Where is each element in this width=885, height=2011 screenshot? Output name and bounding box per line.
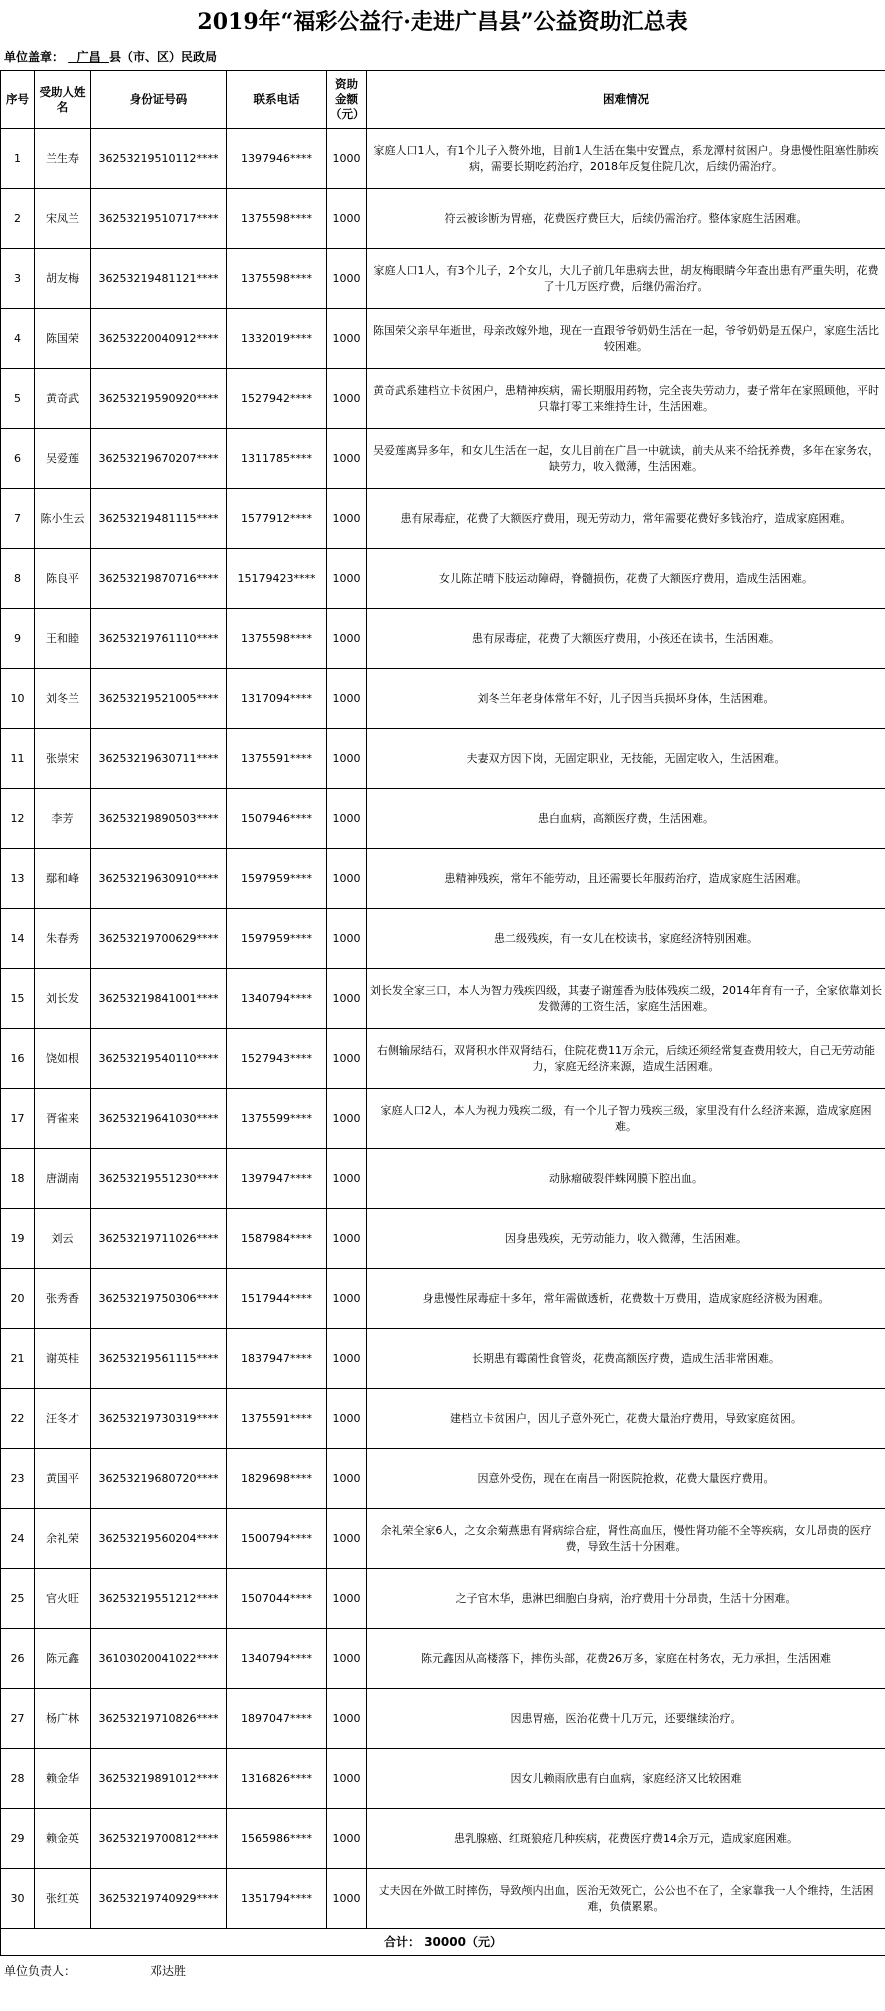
cell-phone: 1332019**** <box>227 309 327 369</box>
cell-amount: 1000 <box>327 1749 367 1809</box>
table-row <box>1 429 885 489</box>
cell-name: 兰生寿 <box>35 129 91 189</box>
cell-amount: 1000 <box>327 1689 367 1749</box>
cell-reason: 余礼荣全家6人，之女余菊燕患有肾病综合症，肾性高血压，慢性肾功能不全等疾病，女儿昂贵的医疗费，导致生活十分困难。 <box>367 1509 885 1569</box>
table-row <box>1 369 885 429</box>
table-row <box>1 549 885 609</box>
cell-id: 36253219891012**** <box>91 1749 227 1809</box>
cell-name: 余礼荣 <box>35 1509 91 1569</box>
cell-seq: 28 <box>1 1749 35 1809</box>
cell-name: 张崇宋 <box>35 729 91 789</box>
table-row <box>1 249 885 309</box>
cell-reason: 右侧输尿结石，双肾积水伴双肾结石，住院花费11万余元，后续还须经常复查费用较大，自己无劳动能力，家庭无经济来源，造成生活困难。 <box>367 1029 885 1089</box>
cell-reason: 因患胃癌，医治花费十几万元，还要继续治疗。 <box>367 1689 885 1749</box>
cell-reason: 夫妻双方因下岗，无固定职业，无技能，无固定收入，生活困难。 <box>367 729 885 789</box>
table-row <box>1 1809 885 1869</box>
cell-amount: 1000 <box>327 249 367 309</box>
cell-reason: 长期患有霉菌性食管炎，花费高额医疗费，造成生活非常困难。 <box>367 1329 885 1389</box>
cell-phone: 1316826**** <box>227 1749 327 1809</box>
cell-amount: 1000 <box>327 1869 367 1929</box>
cell-name: 黄奇武 <box>35 369 91 429</box>
cell-name: 官火旺 <box>35 1569 91 1629</box>
cell-phone: 1317094**** <box>227 669 327 729</box>
table-row <box>1 1269 885 1329</box>
table-row <box>1 1029 885 1089</box>
cell-id: 36253219560204**** <box>91 1509 227 1569</box>
cell-reason: 丈夫因在外做工时摔伤，导致颅内出血，医治无效死亡，公公也不在了，全家靠我一人个维持，生活困难，负债累累。 <box>367 1869 885 1929</box>
cell-reason: 因身患残疾，无劳动能力，收入微薄，生活困难。 <box>367 1209 885 1269</box>
cell-amount: 1000 <box>327 849 367 909</box>
cell-reason: 家庭人口1人，有1个儿子入赘外地，目前1人生活在集中安置点，系龙潭村贫困户。身患慢性阻塞性肺疾病，需要长期吃药治疗，2018年反复住院几次，后续仍需治疗。 <box>367 129 885 189</box>
table-row <box>1 789 885 849</box>
table-row <box>1 909 885 969</box>
cell-name: 陈元鑫 <box>35 1629 91 1689</box>
cell-id: 36253219841001**** <box>91 969 227 1029</box>
cell-phone: 1577912**** <box>227 489 327 549</box>
unit-suffix: 县（市、区）民政局 <box>108 50 217 64</box>
cell-seq: 13 <box>1 849 35 909</box>
cell-id: 36253220040912**** <box>91 309 227 369</box>
aid-summary-table <box>0 70 885 1956</box>
cell-name: 杨广林 <box>35 1689 91 1749</box>
cell-id: 36253219680720**** <box>91 1449 227 1509</box>
cell-amount: 1000 <box>327 1329 367 1389</box>
cell-name: 鄢和峰 <box>35 849 91 909</box>
cell-reason: 家庭人口1人，有3个儿子，2个女儿，大儿子前几年患病去世，胡友梅眼睛今年查出患有严重失明，花费了十几万医疗费，后继仍需治疗。 <box>367 249 885 309</box>
cell-id: 36253219561115**** <box>91 1329 227 1389</box>
cell-phone: 1375599**** <box>227 1089 327 1149</box>
table-row <box>1 1509 885 1569</box>
cell-amount: 1000 <box>327 1029 367 1089</box>
page-title: 2019年“福彩公益行·走进广昌县”公益资助汇总表 <box>197 9 688 35</box>
cell-id: 36253219551230**** <box>91 1149 227 1209</box>
cell-id: 36253219740929**** <box>91 1869 227 1929</box>
cell-amount: 1000 <box>327 129 367 189</box>
cell-reason: 因女儿赖雨欣患有白血病，家庭经济又比较困难 <box>367 1749 885 1809</box>
cell-amount: 1000 <box>327 429 367 489</box>
unit-county: 广昌 <box>76 50 101 64</box>
cell-reason: 患精神残疾，常年不能劳动，且还需要长年服药治疗，造成家庭生活困难。 <box>367 849 885 909</box>
cell-reason: 建档立卡贫困户，因儿子意外死亡，花费大量治疗费用，导致家庭贫困。 <box>367 1389 885 1449</box>
cell-seq: 20 <box>1 1269 35 1329</box>
cell-id: 36253219590920**** <box>91 369 227 429</box>
cell-seq: 22 <box>1 1389 35 1449</box>
cell-id: 36253219630711**** <box>91 729 227 789</box>
cell-seq: 12 <box>1 789 35 849</box>
table-row <box>1 969 885 1029</box>
table-row <box>1 1389 885 1449</box>
cell-seq: 26 <box>1 1629 35 1689</box>
cell-seq: 19 <box>1 1209 35 1269</box>
total-row <box>1 1929 885 1956</box>
cell-phone: 1897047**** <box>227 1689 327 1749</box>
cell-id: 36253219870716**** <box>91 549 227 609</box>
cell-phone: 1527942**** <box>227 369 327 429</box>
cell-phone: 1375598**** <box>227 189 327 249</box>
cell-name: 谢英桂 <box>35 1329 91 1389</box>
cell-phone: 1375598**** <box>227 249 327 309</box>
table-row <box>1 1329 885 1389</box>
cell-name: 胥雀来 <box>35 1089 91 1149</box>
cell-name: 李芳 <box>35 789 91 849</box>
cell-phone: 1375591**** <box>227 1389 327 1449</box>
cell-phone: 15179423**** <box>227 549 327 609</box>
cell-seq: 10 <box>1 669 35 729</box>
cell-reason: 刘冬兰年老身体常年不好，儿子因当兵损坏身体，生活困难。 <box>367 669 885 729</box>
cell-seq: 7 <box>1 489 35 549</box>
table-row <box>1 309 885 369</box>
cell-phone: 1507044**** <box>227 1569 327 1629</box>
cell-name: 赖金华 <box>35 1749 91 1809</box>
cell-id: 36253219481115**** <box>91 489 227 549</box>
cell-id: 36253219890503**** <box>91 789 227 849</box>
cell-amount: 1000 <box>327 729 367 789</box>
cell-id: 36253219510717**** <box>91 189 227 249</box>
cell-phone: 1375591**** <box>227 729 327 789</box>
cell-reason: 家庭人口2人，本人为视力残疾二级，有一个儿子智力残疾三级，家里没有什么经济来源，造成家庭困难。 <box>367 1089 885 1149</box>
table-row <box>1 489 885 549</box>
table-row <box>1 1569 885 1629</box>
cell-amount: 1000 <box>327 969 367 1029</box>
unit-seal-line <box>0 44 885 70</box>
cell-id: 36253219481121**** <box>91 249 227 309</box>
header-amount: 资助金额（元） <box>327 71 367 129</box>
cell-phone: 1340794**** <box>227 969 327 1029</box>
cell-reason: 女儿陈芷晴下肢运动障碍，脊髓损伤，花费了大额医疗费用，造成生活困难。 <box>367 549 885 609</box>
table-row <box>1 1629 885 1689</box>
cell-seq: 25 <box>1 1569 35 1629</box>
cell-seq: 21 <box>1 1329 35 1389</box>
cell-amount: 1000 <box>327 609 367 669</box>
cell-phone: 1837947**** <box>227 1329 327 1389</box>
table-row <box>1 849 885 909</box>
cell-seq: 2 <box>1 189 35 249</box>
cell-seq: 17 <box>1 1089 35 1149</box>
cell-reason: 患有尿毒症，花费了大额医疗费用，现无劳动力，常年需要花费好多钱治疗，造成家庭困难。 <box>367 489 885 549</box>
cell-reason: 黄奇武系建档立卡贫困户，患精神疾病，需长期服用药物，完全丧失劳动力，妻子常年在家照顾他，平时只靠打零工来维持生计，生活困难。 <box>367 369 885 429</box>
cell-amount: 1000 <box>327 1629 367 1689</box>
table-row <box>1 729 885 789</box>
footer-label: 单位负责人： <box>4 1964 77 1978</box>
cell-amount: 1000 <box>327 789 367 849</box>
cell-name: 刘云 <box>35 1209 91 1269</box>
cell-amount: 1000 <box>327 489 367 549</box>
cell-amount: 1000 <box>327 1089 367 1149</box>
cell-phone: 1351794**** <box>227 1869 327 1929</box>
cell-id: 36253219711026**** <box>91 1209 227 1269</box>
cell-reason: 刘长发全家三口，本人为智力残疾四级，其妻子谢莲香为肢体残疾二级，2014年育有一子，全家依靠刘长发微薄的工资生活，家庭生活困难。 <box>367 969 885 1029</box>
cell-phone: 1397946**** <box>227 129 327 189</box>
cell-id: 36253219510112**** <box>91 129 227 189</box>
cell-reason: 陈元鑫因从高楼落下，摔伤头部，花费26万多，家庭在村务农，无力承担，生活困难 <box>367 1629 885 1689</box>
cell-amount: 1000 <box>327 549 367 609</box>
cell-amount: 1000 <box>327 1149 367 1209</box>
footer-name: 邓达胜 <box>150 1964 187 1978</box>
header-seq: 序号 <box>1 71 35 129</box>
cell-id: 36253219540110**** <box>91 1029 227 1089</box>
cell-seq: 24 <box>1 1509 35 1569</box>
table-row <box>1 189 885 249</box>
cell-id: 36103020041022**** <box>91 1629 227 1689</box>
header-name: 受助人姓名 <box>35 71 91 129</box>
cell-phone: 1340794**** <box>227 1629 327 1689</box>
cell-id: 36253219710826**** <box>91 1689 227 1749</box>
cell-phone: 1587984**** <box>227 1209 327 1269</box>
cell-name: 陈良平 <box>35 549 91 609</box>
table-row <box>1 1089 885 1149</box>
cell-seq: 18 <box>1 1149 35 1209</box>
cell-phone: 1375598**** <box>227 609 327 669</box>
cell-phone: 1527943**** <box>227 1029 327 1089</box>
table-row <box>1 669 885 729</box>
cell-name: 刘冬兰 <box>35 669 91 729</box>
cell-name: 唐湖南 <box>35 1149 91 1209</box>
cell-seq: 4 <box>1 309 35 369</box>
table-row <box>1 1689 885 1749</box>
table-row <box>1 129 885 189</box>
footer-line <box>0 1956 885 1986</box>
cell-id: 36253219730319**** <box>91 1389 227 1449</box>
cell-seq: 6 <box>1 429 35 489</box>
cell-amount: 1000 <box>327 189 367 249</box>
cell-name: 王和睦 <box>35 609 91 669</box>
cell-id: 36253219521005**** <box>91 669 227 729</box>
cell-name: 张秀香 <box>35 1269 91 1329</box>
header-id: 身份证号码 <box>91 71 227 129</box>
cell-name: 黄国平 <box>35 1449 91 1509</box>
table-body <box>1 129 885 1929</box>
cell-reason: 吴爱莲离异多年，和女儿生活在一起，女儿目前在广昌一中就读，前夫从来不给抚养费，多年在家务农，缺劳力，收入微薄，生活困难。 <box>367 429 885 489</box>
cell-reason: 患二级残疾，有一女儿在校读书，家庭经济特别困难。 <box>367 909 885 969</box>
cell-name: 饶如根 <box>35 1029 91 1089</box>
cell-phone: 1500794**** <box>227 1509 327 1569</box>
table-row <box>1 1749 885 1809</box>
cell-seq: 5 <box>1 369 35 429</box>
cell-reason: 身患慢性尿毒症十多年，常年需做透析，花费数十万费用，造成家庭经济极为困难。 <box>367 1269 885 1329</box>
cell-reason: 动脉瘤破裂伴蛛网膜下腔出血。 <box>367 1149 885 1209</box>
cell-id: 36253219670207**** <box>91 429 227 489</box>
cell-name: 宋凤兰 <box>35 189 91 249</box>
cell-amount: 1000 <box>327 909 367 969</box>
cell-name: 陈小生云 <box>35 489 91 549</box>
cell-seq: 1 <box>1 129 35 189</box>
cell-name: 张红英 <box>35 1869 91 1929</box>
cell-amount: 1000 <box>327 369 367 429</box>
table-header-row <box>1 71 885 129</box>
cell-seq: 8 <box>1 549 35 609</box>
cell-phone: 1597959**** <box>227 849 327 909</box>
cell-seq: 27 <box>1 1689 35 1749</box>
cell-id: 36253219761110**** <box>91 609 227 669</box>
cell-amount: 1000 <box>327 1569 367 1629</box>
cell-reason: 之子官木华，患淋巴细胞白身病，治疗费用十分昂贵，生活十分困难。 <box>367 1569 885 1629</box>
cell-phone: 1397947**** <box>227 1149 327 1209</box>
cell-seq: 3 <box>1 249 35 309</box>
cell-name: 陈国荣 <box>35 309 91 369</box>
cell-phone: 1311785**** <box>227 429 327 489</box>
cell-phone: 1829698**** <box>227 1449 327 1509</box>
header-phone: 联系电话 <box>227 71 327 129</box>
cell-seq: 16 <box>1 1029 35 1089</box>
cell-name: 朱春秀 <box>35 909 91 969</box>
cell-reason: 患乳腺癌、红斑狼疮几种疾病，花费医疗费14余万元，造成家庭困难。 <box>367 1809 885 1869</box>
table-row <box>1 1869 885 1929</box>
cell-amount: 1000 <box>327 1509 367 1569</box>
cell-amount: 1000 <box>327 1209 367 1269</box>
cell-amount: 1000 <box>327 1269 367 1329</box>
cell-seq: 23 <box>1 1449 35 1509</box>
cell-reason: 患有尿毒症，花费了大额医疗费用，小孩还在读书，生活困难。 <box>367 609 885 669</box>
cell-reason: 陈国荣父亲早年逝世，母亲改嫁外地，现在一直跟爷爷奶奶生活在一起，爷爷奶奶是五保户，家庭生活比较困难。 <box>367 309 885 369</box>
cell-reason: 患白血病，高额医疗费，生活困难。 <box>367 789 885 849</box>
cell-id: 36253219551212**** <box>91 1569 227 1629</box>
cell-name: 汪冬才 <box>35 1389 91 1449</box>
cell-id: 36253219750306**** <box>91 1269 227 1329</box>
cell-phone: 1507946**** <box>227 789 327 849</box>
cell-amount: 1000 <box>327 669 367 729</box>
cell-amount: 1000 <box>327 1389 367 1449</box>
cell-id: 36253219630910**** <box>91 849 227 909</box>
header-reason: 困难情况 <box>367 71 885 129</box>
cell-phone: 1517944**** <box>227 1269 327 1329</box>
cell-phone: 1565986**** <box>227 1809 327 1869</box>
cell-phone: 1597959**** <box>227 909 327 969</box>
cell-reason: 符云被诊断为胃癌，花费医疗费巨大，后续仍需治疗。整体家庭生活困难。 <box>367 189 885 249</box>
cell-name: 吴爱莲 <box>35 429 91 489</box>
cell-amount: 1000 <box>327 1449 367 1509</box>
table-row <box>1 1149 885 1209</box>
table-row <box>1 1209 885 1269</box>
cell-seq: 15 <box>1 969 35 1029</box>
cell-seq: 14 <box>1 909 35 969</box>
cell-name: 胡友梅 <box>35 249 91 309</box>
cell-seq: 9 <box>1 609 35 669</box>
cell-seq: 29 <box>1 1809 35 1869</box>
cell-name: 赖金英 <box>35 1809 91 1869</box>
cell-amount: 1000 <box>327 309 367 369</box>
cell-id: 36253219700812**** <box>91 1809 227 1869</box>
cell-seq: 11 <box>1 729 35 789</box>
cell-reason: 因意外受伤，现在在南昌一附医院抢救，花费大量医疗费用。 <box>367 1449 885 1509</box>
cell-name: 刘长发 <box>35 969 91 1029</box>
cell-seq: 30 <box>1 1869 35 1929</box>
total-cell: 合计： 30000（元） <box>1 1929 885 1956</box>
cell-id: 36253219700629**** <box>91 909 227 969</box>
table-row <box>1 1449 885 1509</box>
unit-label: 单位盖章： <box>4 50 65 64</box>
cell-id: 36253219641030**** <box>91 1089 227 1149</box>
cell-amount: 1000 <box>327 1809 367 1869</box>
table-row <box>1 609 885 669</box>
